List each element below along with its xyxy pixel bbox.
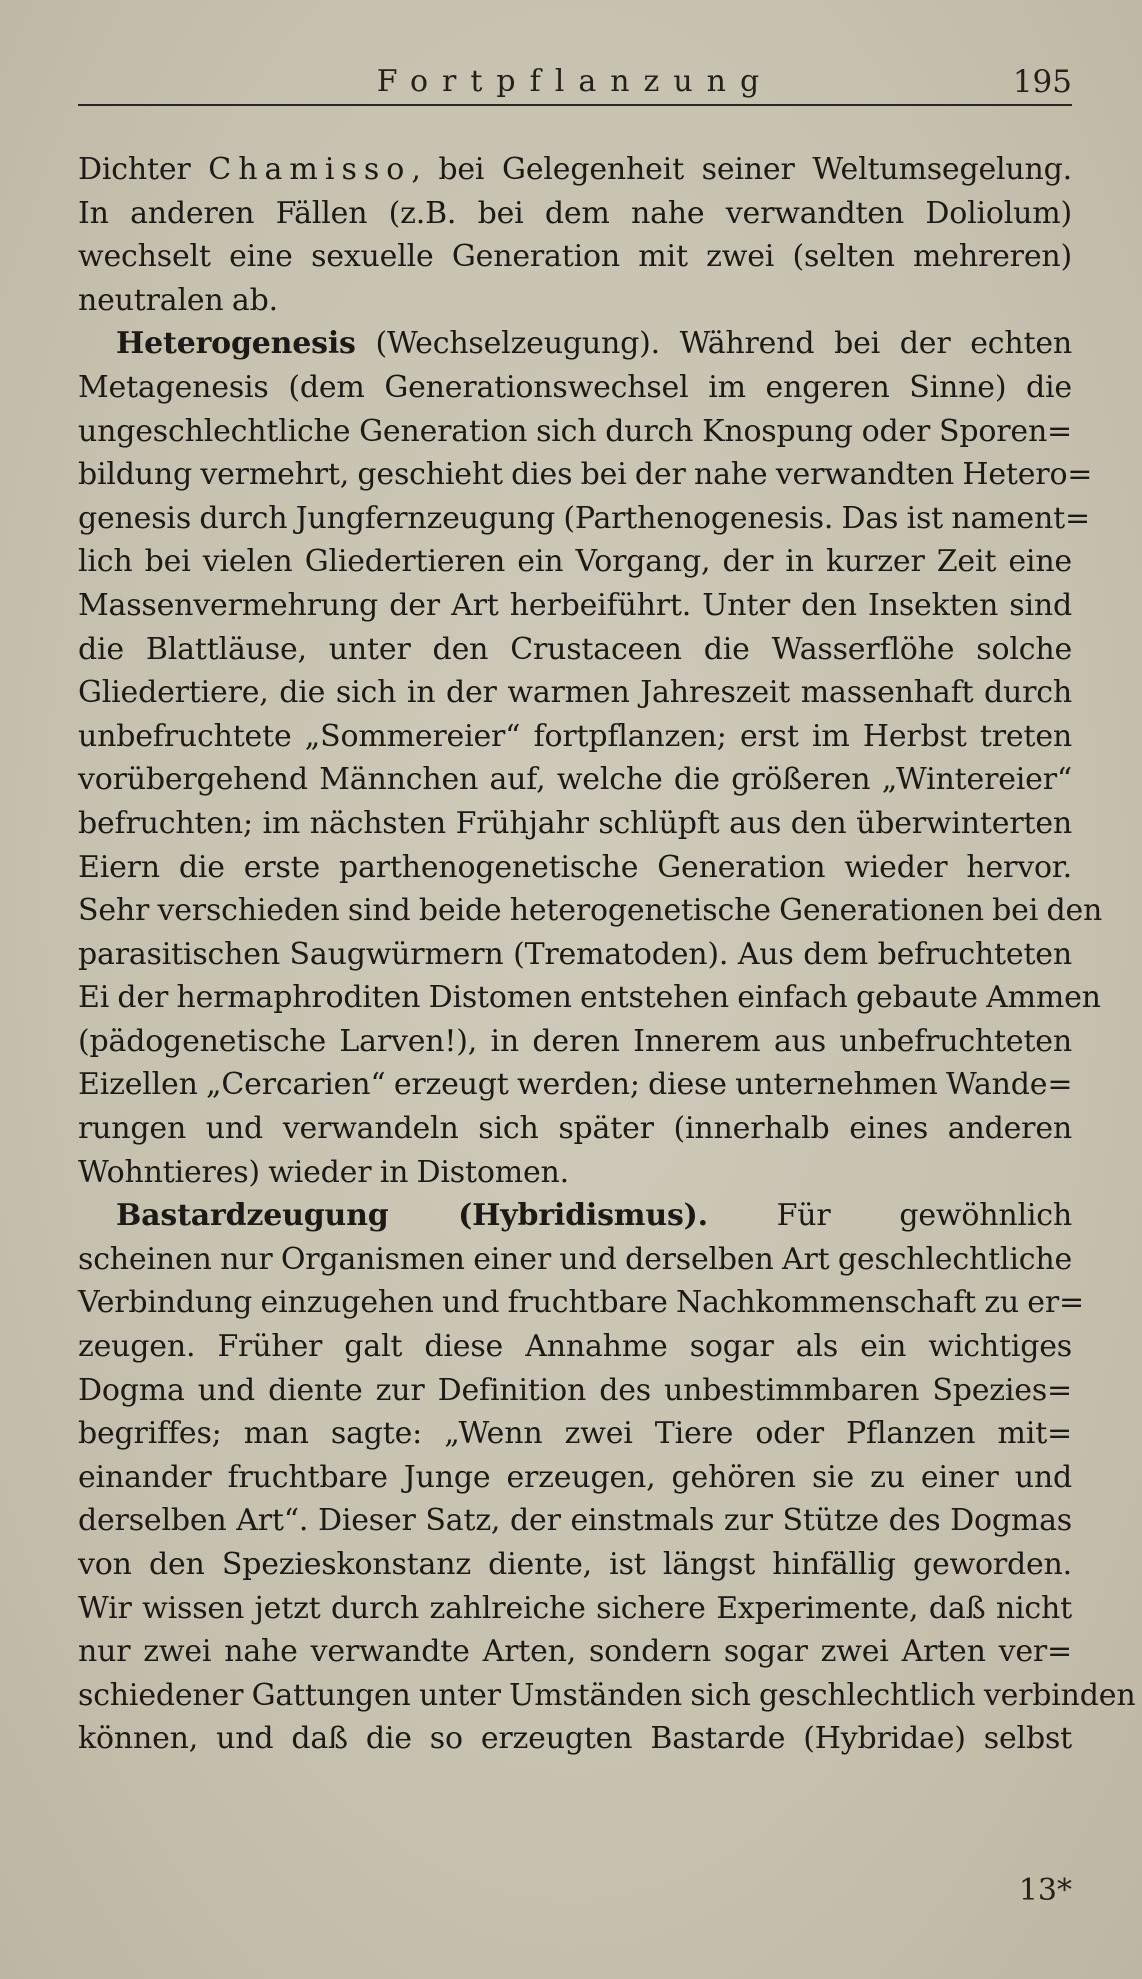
text-line: Eizellen „Cercarien“ erzeugt werden; diese unternehmen Wande=	[78, 1067, 1073, 1103]
text-line: lich bei vielen Gliedertieren ein Vorgang, der in kurzer Zeit eine	[78, 544, 1072, 580]
text-line: Massenvermehrung der Art herbeiführt. Unter den Insekten sind	[78, 587, 1072, 623]
text-line: zeugen. Früher galt diese Annahme sogar als ein wichtiges	[78, 1329, 1072, 1365]
text-line: Eiern die erste parthenogenetische Generation wieder hervor.	[78, 849, 1072, 885]
text-line: vorübergehend Männchen auf, welche die größeren „Wintereier“	[78, 762, 1072, 798]
line-segment: Für gewöhnlich	[707, 1198, 1072, 1234]
line-segment: Dichter	[78, 152, 209, 187]
text-line: Wir wissen jetzt durch zahlreiche sichere Experimente, daß nicht	[78, 1590, 1072, 1626]
text-line: befruchten; im nächsten Frühjahr schlüpft aus den überwinterten	[78, 805, 1072, 841]
text-line: nur zwei nahe verwandte Arten, sondern sogar zwei Arten ver=	[78, 1634, 1072, 1670]
text-line: neutralen ab.	[78, 282, 278, 318]
text-line: parasitischen Saugwürmern (Trematoden). Aus dem befruchteten	[78, 936, 1072, 972]
text-line: einander fruchtbare Junge erzeugen, gehören sie zu einer und	[78, 1459, 1072, 1495]
body-text	[78, 148, 1136, 1761]
line-segment: , bei Gelegenheit seiner Weltumsegelung.	[411, 152, 1072, 187]
text-line: genesis durch Jungfernzeugung (Parthenogenesis. Das ist nament=	[78, 500, 1090, 536]
text-line: die Blattläuse, unter den Crustaceen die Wasserflöhe solche	[78, 631, 1072, 667]
section-heading-term: Heterogenesis	[116, 326, 356, 362]
text-line: von den Spezieskonstanz diente, ist längst hinfällig geworden.	[78, 1547, 1072, 1582]
line-segment: (Wechselzeugung). Während bei der echten	[355, 326, 1072, 362]
text-line: wechselt eine sexuelle Generation mit zwei (selten mehreren)	[78, 239, 1072, 275]
signature-mark: 13*	[1018, 1873, 1072, 1908]
running-title: Fortpflanzung	[376, 64, 774, 99]
text-line: scheinen nur Organismen einer und derselben Art geschlechtliche	[78, 1241, 1072, 1277]
header-rule	[78, 104, 1072, 106]
text-line: Wohntieres) wieder in Distomen.	[78, 1154, 569, 1190]
text-line: Dogma und diente zur Definition des unbestimmbaren Spezies=	[78, 1372, 1072, 1408]
text-line	[78, 148, 1072, 192]
text-line: Verbindung einzugehen und fruchtbare Nachkommenschaft zu er=	[78, 1285, 1084, 1321]
text-line	[78, 322, 1072, 366]
text-line: Ei der hermaphroditen Distomen entstehen einfach gebaute Ammen	[78, 980, 1101, 1016]
section-heading-term: Bastardzeugung (Hybridismus).	[116, 1198, 708, 1234]
text-line: (pädogenetische Larven!), in deren Innerem aus unbefruchteten	[78, 1023, 1072, 1059]
text-line: In anderen Fällen (z.B. bei dem nahe verwandten Doliolum)	[78, 195, 1072, 231]
text-line	[78, 1194, 1072, 1238]
text-line: ungeschlechtliche Generation sich durch Knospung oder Sporen=	[78, 413, 1072, 449]
page-number: 195	[1012, 64, 1072, 100]
running-head	[78, 58, 1072, 108]
text-line: Sehr verschieden sind beide heterogenetische Generationen bei den	[78, 893, 1103, 929]
text-line: begriffes; man sagte: „Wenn zwei Tiere oder Pflanzen mit=	[78, 1416, 1072, 1452]
text-line: Gliedertiere, die sich in der warmen Jahreszeit massenhaft durch	[78, 675, 1072, 711]
text-line: können, und daß die so erzeugten Bastarde (Hybridae) selbst	[78, 1721, 1072, 1757]
text-line: unbefruchtete „Sommereier“ fortpflanzen; erst im Herbst treten	[78, 718, 1072, 754]
text-line: schiedener Gattungen unter Umständen sich geschlechtlich verbinden	[78, 1677, 1136, 1713]
text-line: rungen und verwandeln sich später (innerhalb eines anderen	[78, 1111, 1072, 1147]
text-line: bildung vermehrt, geschieht dies bei der nahe verwandten Hetero=	[78, 457, 1093, 493]
text-line: derselben Art“. Dieser Satz, der einstmals zur Stütze des Dogmas	[78, 1503, 1072, 1539]
spaced-name: Chamisso	[208, 152, 412, 187]
text-line: Metagenesis (dem Generationswechsel im engeren Sinne) die	[78, 369, 1072, 405]
